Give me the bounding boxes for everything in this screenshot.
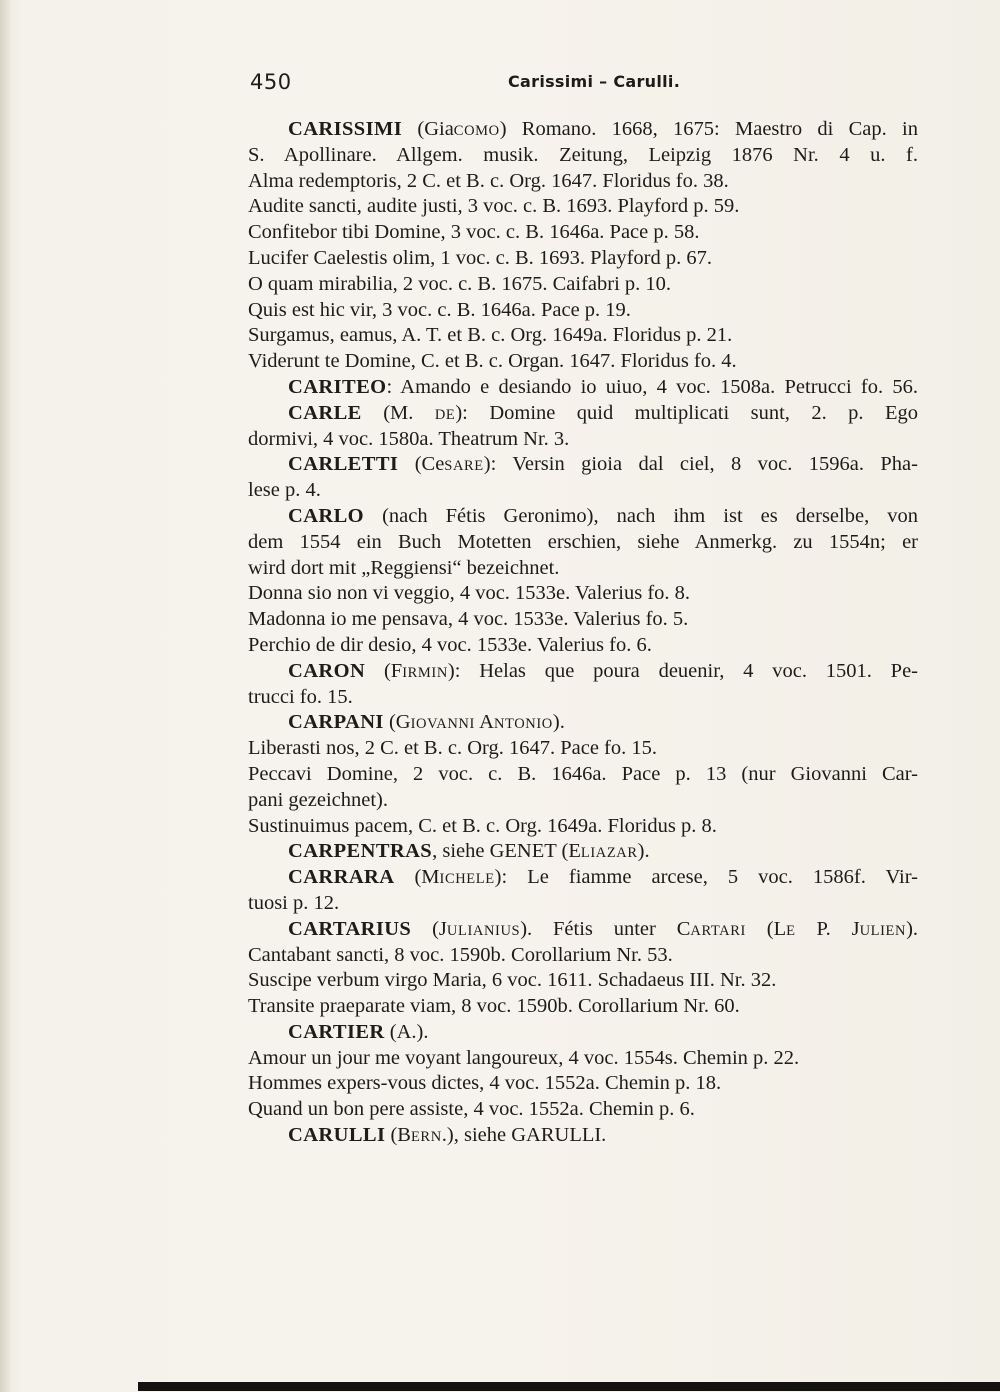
entry-heading: CARLE	[288, 401, 362, 424]
text-line	[248, 865, 918, 891]
text-run: Surgamus, eamus, A. T. et B. c. Org. 1649a. Floridus p. 21.	[248, 324, 733, 347]
small-caps-text: ULIANIUS	[446, 922, 521, 939]
text-run: (B	[385, 1124, 411, 1147]
text-line	[248, 581, 918, 607]
small-caps-text: ICHELE	[439, 871, 495, 888]
text-line	[248, 685, 918, 711]
text-run: ): Versin gioia dal ciel, 8 voc. 1596a. Pha-	[483, 453, 918, 476]
text-line	[248, 1020, 918, 1046]
small-caps-text: ULIEN	[859, 922, 907, 939]
text-run: (A.).	[384, 1020, 429, 1043]
text-line	[248, 478, 918, 504]
text-line	[248, 633, 918, 659]
text-run: ).	[906, 917, 919, 940]
text-line	[248, 917, 918, 943]
small-caps-text: ERN	[410, 1129, 442, 1146]
catalog-entries	[248, 117, 918, 1149]
text-run: Peccavi Domine, 2 voc. c. B. 1646a. Pace p. 13 (nur Giovanni Car-	[248, 762, 918, 785]
text-line	[248, 607, 918, 633]
text-line	[248, 814, 918, 840]
small-caps-text: IRMIN	[402, 664, 448, 681]
text-run: Quand un bon pere assiste, 4 voc. 1552a. Chemin p. 6.	[248, 1098, 695, 1121]
text-run: trucci fo. 15.	[248, 685, 353, 708]
text-run: ): Le fiamme arcese, 5 voc. 1586f. Vir-	[494, 866, 918, 889]
entry-heading: CARISSIMI	[288, 118, 403, 140]
page-number: 450	[250, 70, 292, 94]
text-run: ) Romano. 1668, 1675: Maestro di Cap. in	[499, 118, 918, 140]
text-line	[248, 530, 918, 556]
text-run: Audite sancti, audite justi, 3 voc. c. B. 1693. Playford p. 59.	[248, 195, 740, 218]
text-run: tuosi p. 12.	[248, 891, 340, 914]
text-run: (M.	[361, 401, 435, 424]
text-line	[248, 220, 918, 246]
text-run: , siehe GENET (E	[432, 840, 581, 863]
text-line	[248, 736, 918, 762]
page-gutter-shadow	[0, 0, 10, 1392]
text-run: Transite praeparate viam, 8 voc. 1590b. Corollarium Nr. 60.	[248, 995, 740, 1018]
text-run: Amour un jour me voyant langoureux, 4 voc. 1554s. Chemin p. 22.	[248, 1046, 800, 1069]
text-line	[248, 169, 918, 195]
text-run: dem 1554 ein Buch Motetten erschien, siehe Anmerkg. zu 1554n; er	[248, 530, 918, 553]
text-run: pani gezeichnet).	[248, 788, 389, 811]
text-run: dormivi, 4 voc. 1580a. Theatrum Nr. 3.	[248, 427, 570, 450]
small-caps-text: ARTARI	[690, 922, 746, 939]
text-run: (Ce	[398, 453, 445, 476]
text-run: (Gia	[402, 118, 454, 140]
text-line	[248, 994, 918, 1020]
text-run: S. Apollinare. Allgem. musik. Zeitung, Leipzig 1876 Nr. 4 u. f.	[248, 143, 918, 166]
text-line	[248, 349, 918, 375]
text-run: ).	[637, 840, 650, 863]
small-caps-text: SARE	[444, 458, 484, 475]
small-caps-text: IOVANNI	[410, 716, 480, 733]
text-run: Perchio de dir desio, 4 voc. 1533e. Valerius fo. 6.	[248, 633, 652, 656]
entry-heading: CARLO	[288, 504, 365, 527]
entry-heading: CARITEO	[288, 375, 387, 398]
text-run: (L	[745, 917, 787, 940]
text-line	[248, 452, 918, 478]
text-line	[248, 375, 918, 401]
text-line	[248, 298, 918, 324]
text-run: ). Fétis unter C	[520, 917, 691, 940]
text-run: (F	[365, 659, 403, 682]
text-run: Lucifer Caelestis olim, 1 voc. c. B. 1693. Playford p. 67.	[248, 246, 713, 269]
text-line	[248, 1097, 918, 1123]
text-run: Hommes expers-vous dictes, 4 voc. 1552a. Chemin p. 18.	[248, 1072, 722, 1095]
text-run: Sustinuimus pacem, C. et B. c. Org. 1649a. Floridus p. 8.	[248, 814, 717, 837]
entry-heading: CARTIER	[288, 1020, 385, 1043]
entry-heading: CARON	[288, 659, 366, 682]
text-run: ): Domine quid multiplicati sunt, 2. p. Ego	[455, 401, 918, 424]
text-line	[248, 943, 918, 969]
entry-heading: CARPANI	[288, 711, 384, 734]
text-run: P. J	[795, 917, 860, 940]
entry-heading: CARLETTI	[288, 453, 399, 476]
text-line	[248, 323, 918, 349]
small-caps-text: LIAZAR	[580, 845, 638, 862]
text-line	[248, 710, 918, 736]
text-run: ): Helas que poura deuenir, 4 voc. 1501. Pe-	[447, 659, 918, 682]
text-run: Viderunt te Domine, C. et B. c. Organ. 1647. Floridus fo. 4.	[248, 350, 737, 373]
text-line	[248, 839, 918, 865]
text-run: (M	[394, 866, 440, 889]
small-caps-text: DE	[434, 406, 456, 423]
entry-heading: CARULLI	[288, 1124, 386, 1147]
text-run: Liberasti nos, 2 C. et B. c. Org. 1647. Pace fo. 15.	[248, 737, 657, 760]
text-line	[248, 1071, 918, 1097]
text-line	[248, 556, 918, 582]
entry-heading: CARRARA	[288, 866, 395, 889]
text-run: Madonna io me pensava, 4 voc. 1533e. Valerius fo. 5.	[248, 608, 689, 631]
text-line	[248, 194, 918, 220]
entry-heading: CARPENTRAS	[288, 840, 433, 863]
text-line	[248, 401, 918, 427]
entry-heading: CARTARIUS	[288, 917, 412, 940]
text-run: (J	[411, 917, 447, 940]
running-title: Carissimi – Carulli.	[508, 72, 681, 91]
text-line	[248, 246, 918, 272]
text-line	[248, 117, 918, 143]
small-caps-text: COMO	[453, 123, 500, 139]
text-line	[248, 788, 918, 814]
text-run: Suscipe verbum virgo Maria, 6 voc. 1611. Schadaeus III. Nr. 32.	[248, 969, 777, 992]
text-run: : Amando e desiando io uiuo, 4 voc. 1508a. Petrucci fo. 56.	[386, 375, 918, 398]
text-line	[248, 1123, 918, 1149]
text-line	[248, 968, 918, 994]
text-line	[248, 272, 918, 298]
text-run: (nach Fétis Geronimo), nach ihm ist es derselbe, von	[364, 504, 918, 527]
text-line	[248, 891, 918, 917]
text-run: Confitebor tibi Domine, 3 voc. c. B. 1646a. Pace p. 58.	[248, 221, 700, 244]
text-line	[248, 427, 918, 453]
text-line	[248, 143, 918, 169]
text-run: Quis est hic vir, 3 voc. c. B. 1646a. Pace p. 19.	[248, 298, 631, 321]
text-run: (G	[383, 711, 411, 734]
text-line	[248, 659, 918, 685]
text-line	[248, 1046, 918, 1072]
text-run: lese p. 4.	[248, 479, 321, 502]
text-run: A	[479, 711, 494, 734]
text-line	[248, 504, 918, 530]
bottom-scan-edge	[138, 1382, 1000, 1391]
text-run: ).	[552, 711, 565, 734]
text-run: Cantabant sancti, 8 voc. 1590b. Corollarium Nr. 53.	[248, 943, 673, 966]
text-line	[248, 762, 918, 788]
text-run: wird dort mit „Reggiensi“ bezeichnet.	[248, 556, 560, 579]
text-run: Alma redemptoris, 2 C. et B. c. Org. 1647. Floridus fo. 38.	[248, 169, 729, 192]
small-caps-text: E	[786, 922, 796, 939]
small-caps-text: NTONIO	[493, 716, 553, 733]
text-run: Donna sio non vi veggio, 4 voc. 1533e. Valerius fo. 8.	[248, 582, 691, 605]
text-run: O quam mirabilia, 2 voc. c. B. 1675. Caifabri p. 10.	[248, 272, 672, 295]
running-head	[250, 70, 920, 102]
text-run: .), siehe GARULLI.	[441, 1124, 607, 1147]
